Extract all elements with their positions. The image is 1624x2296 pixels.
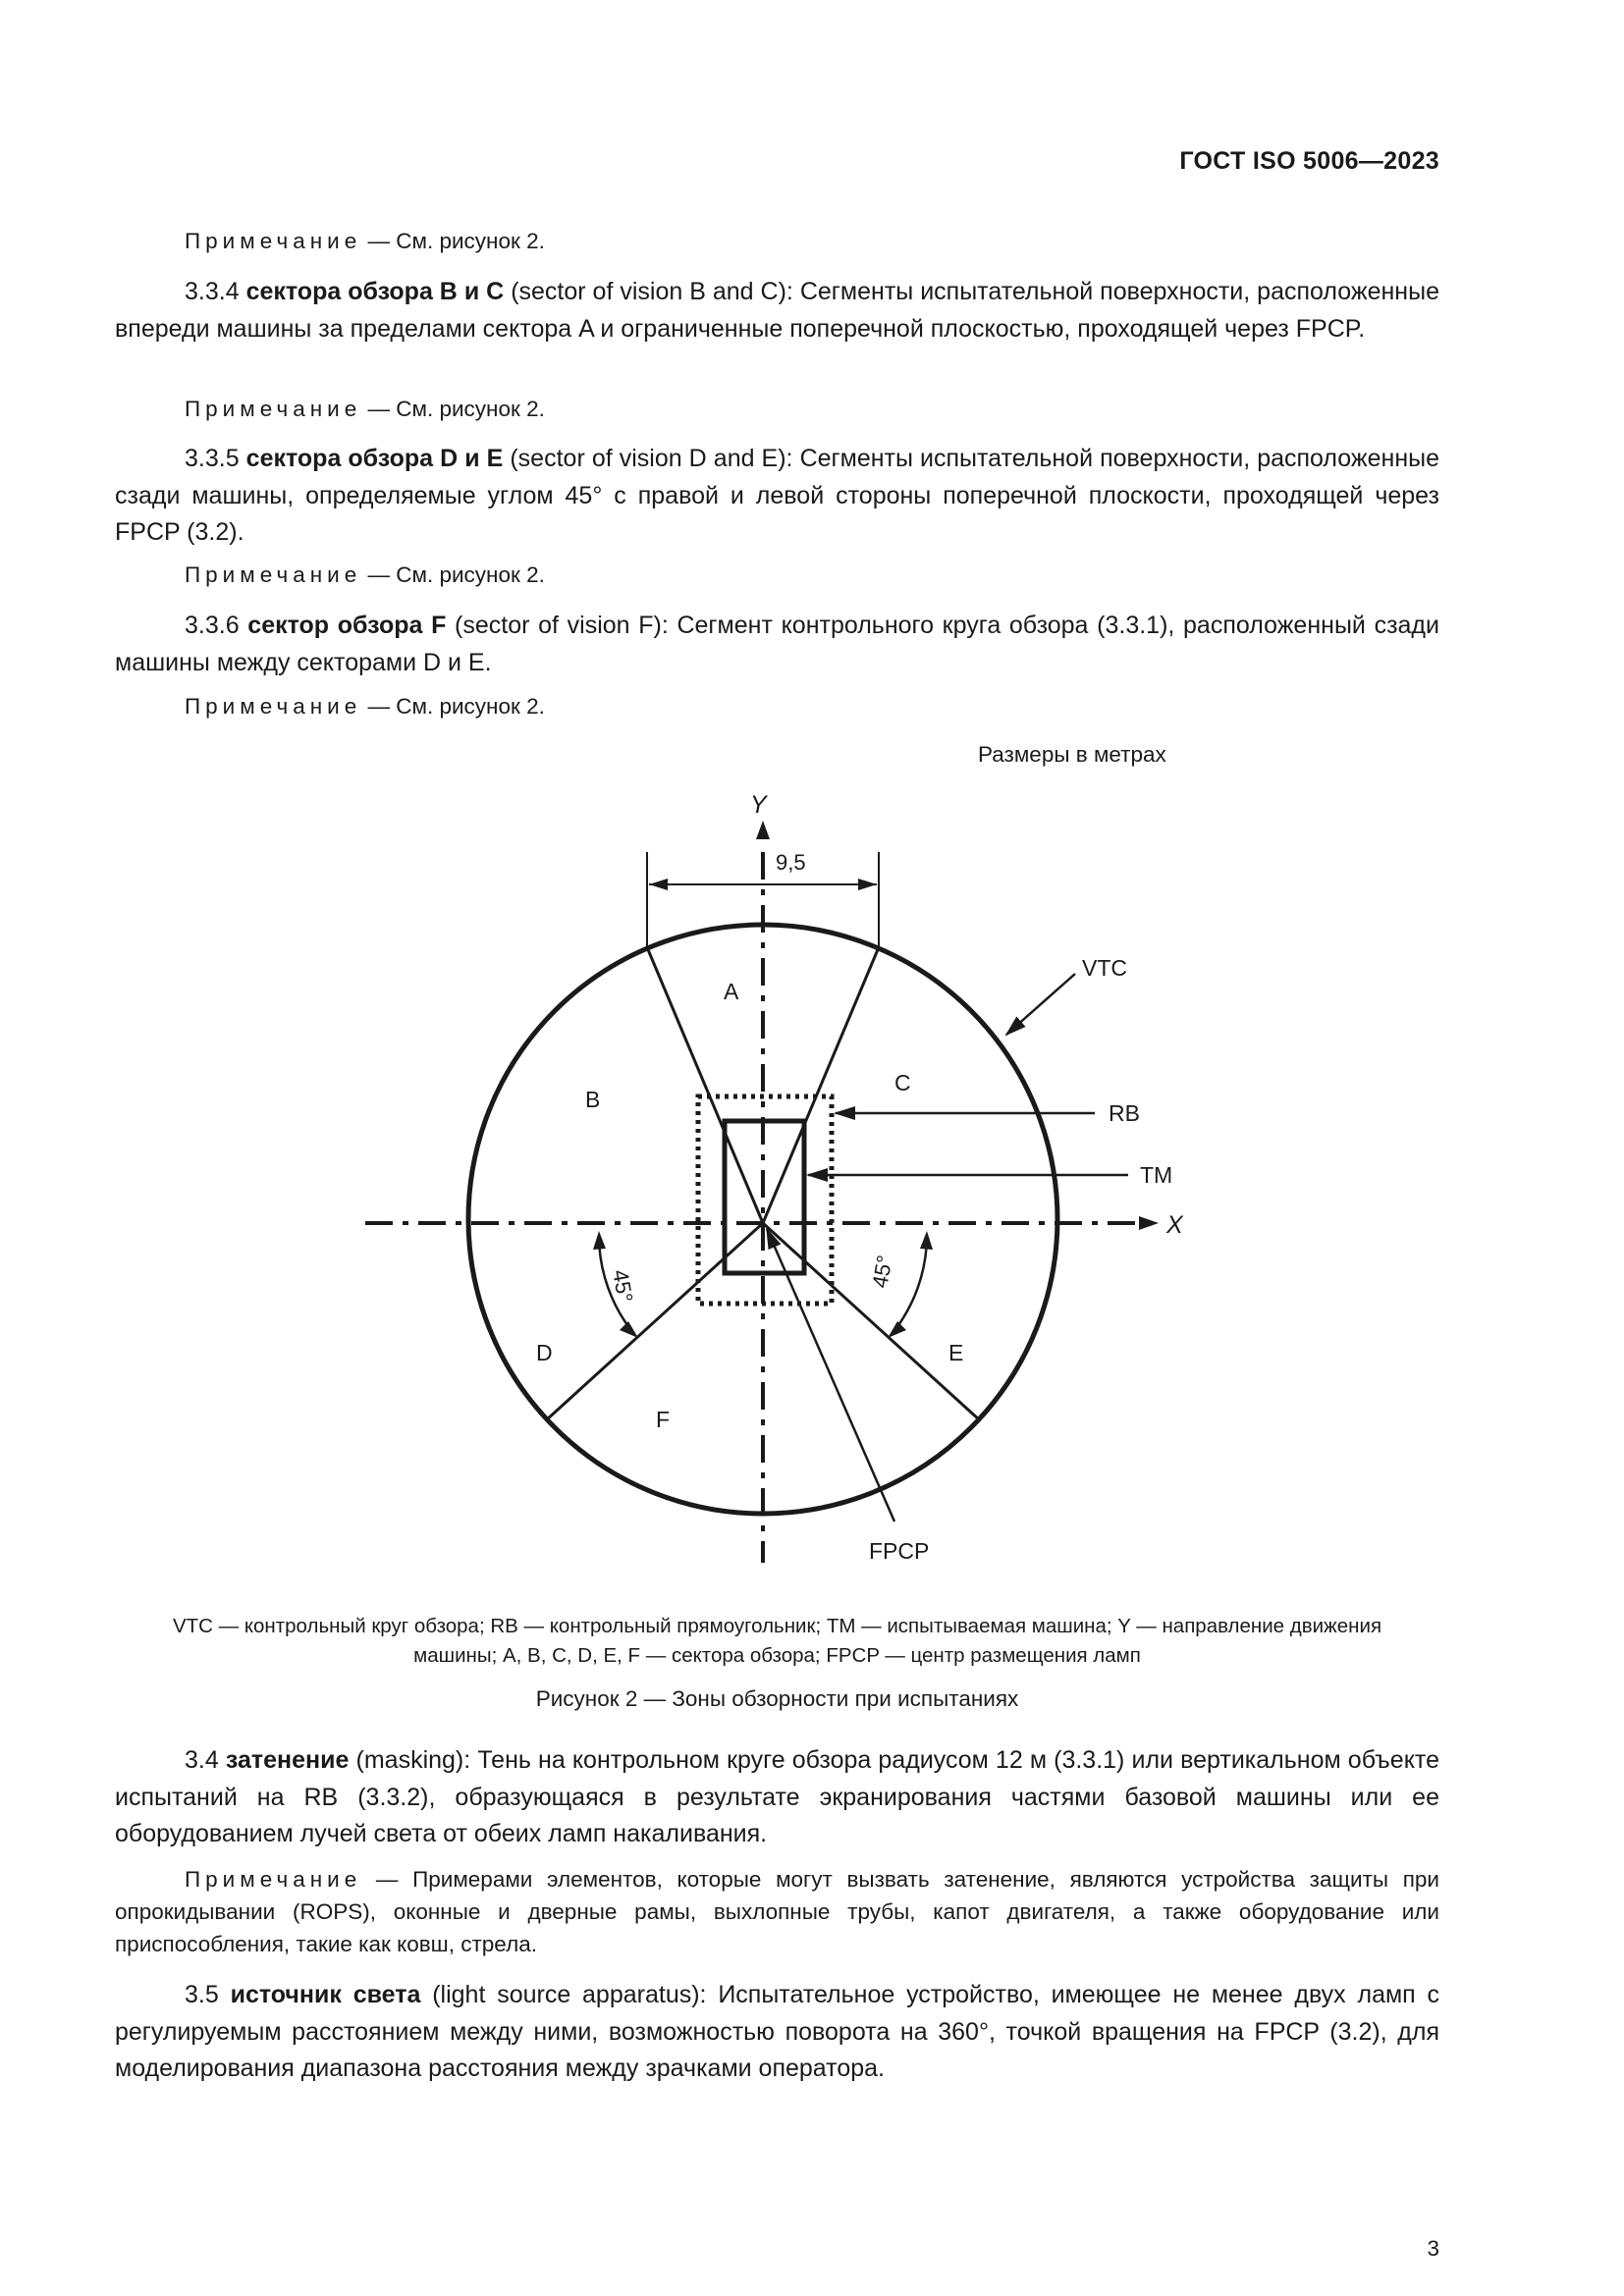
rb-label: RB [1109,1100,1140,1126]
angle-arc-right [893,1237,927,1333]
fpcp-label: FPCP [869,1538,930,1564]
angle-arrow-left-top [593,1231,606,1250]
sector-a-left-boundary [647,947,763,1223]
sector-a-label: A [724,979,739,1004]
sector-b-label: B [585,1087,601,1112]
tm-label: TM [1140,1162,1173,1188]
dim-arrow-right [858,879,877,890]
dim-arrow-left [649,879,668,890]
section-number: 3.4 [185,1746,219,1774]
note-text: — Примерами элементов, которые могут вызвать затенение, являются устройства защиты при опрокидывании (ROPS), оконные и дверные рамы, выхлопные трубы, капот двигателя, а также оборудование или приспособления, такие как ковш, стрела. [115,1867,1439,1956]
y-axis-arrowhead [756,821,770,839]
y-axis-label: Y [750,791,767,819]
x-axis-label: X [1166,1211,1183,1239]
section-text: Испытательное устройство, имеющее не менее двух ламп с регулируемым расстоянием между ними, возможностью поворота на 360°, точкой вращения на FPCP (3.2), для моделирования диапазона расстояния между зрачками оператора. [115,1981,1439,2082]
section-term: сектора обзора B и C [245,278,505,305]
note-text: — См. рисунок 2. [367,562,545,587]
section-number: 3.3.5 [185,445,240,472]
section-term-en: (sector of vision B and C): [511,278,793,305]
legend-line: VTC — контрольный круг обзора; RB — контрольный прямоугольник; TM — испытываемая машина; Y — направление движения [172,1615,1382,1637]
note-label: Примечание [185,1867,362,1892]
angle-arrow-right-top [920,1231,933,1250]
section-term: источник света [230,1981,421,2008]
sector-d-boundary [546,1223,763,1420]
section-number: 3.3.4 [185,278,240,305]
section-number: 3.5 [185,1981,219,2008]
sector-c-label: C [894,1070,911,1095]
note-label: Примечание [185,562,362,587]
sector-e-boundary [763,1223,980,1420]
angle-label-right: 45° [867,1253,897,1290]
section-term-en: (sector of vision F): [455,612,669,639]
standard-header: ГОСТ ISO 5006—2023 [1179,147,1439,175]
figure-caption: Рисунок 2 — Зоны обзорности при испытаниях [535,1686,1019,1711]
section-term-en: (sector of vision D and E): [510,445,793,472]
section-3-4 [115,1742,1439,1853]
sector-f-label: F [656,1407,671,1432]
section-term: сектор обзора F [247,612,447,639]
section-3-5 [115,1977,1439,2088]
angle-arrow-right-bottom [888,1321,906,1338]
section-text: Сегменты испытательной поверхности, расположенные сзади машины, определяемые углом 45° с правой и левой стороны поперечной плоскости, проходящей через FPCP (3.2). [115,445,1439,546]
section-term: сектора обзора D и E [245,445,504,472]
sector-d-label: D [536,1340,553,1365]
vtc-leader [1006,974,1075,1035]
legend-line: машины; A, B, C, D, E, F — сектора обзора; FPCP — центр размещения ламп [413,1644,1141,1667]
note-label: Примечание [185,229,362,253]
note-text: — См. рисунок 2. [367,397,545,421]
note-label: Примечание [185,694,362,719]
page-number: 3 [1427,2236,1439,2261]
sector-e-label: E [948,1340,964,1365]
figure-legend [115,1612,1439,1671]
width-dim-label: 9,5 [776,850,806,875]
note-text: — См. рисунок 2. [367,694,545,719]
note-text: — См. рисунок 2. [367,229,545,253]
note-label: Примечание [185,397,362,421]
angle-label-left: 45° [608,1267,638,1305]
section-text: Сегменты испытательной поверхности, расположенные впереди машины за пределами сектора A и ограниченные поперечной плоскостью, проходящей через FPCP. [115,278,1439,343]
sector-a-right-boundary [763,947,879,1223]
section-term-en: (light source apparatus): [432,1981,707,2008]
x-axis-arrowhead [1139,1216,1159,1230]
section-term-en: (masking): [355,1746,471,1774]
note-masking [115,1863,1439,1960]
section-term: затенение [225,1746,350,1774]
dimensions-note: Размеры в метрах [978,742,1166,767]
section-number: 3.3.6 [185,612,240,639]
vtc-label: VTC [1082,955,1127,981]
section-text: Тень на контрольном круге обзора радиусом 12 м (3.3.1) или вертикальном объекте испытаний на RB (3.3.2), образующаяся в результате экранирования частями базовой машины или ее оборудованием лучей света от обеих ламп накаливания. [115,1746,1439,1847]
angle-arrow-left-bottom [620,1321,638,1338]
section-text: Сегмент контрольного круга обзора (3.3.1), расположенный сзади машины между секторами D и E. [115,612,1439,676]
